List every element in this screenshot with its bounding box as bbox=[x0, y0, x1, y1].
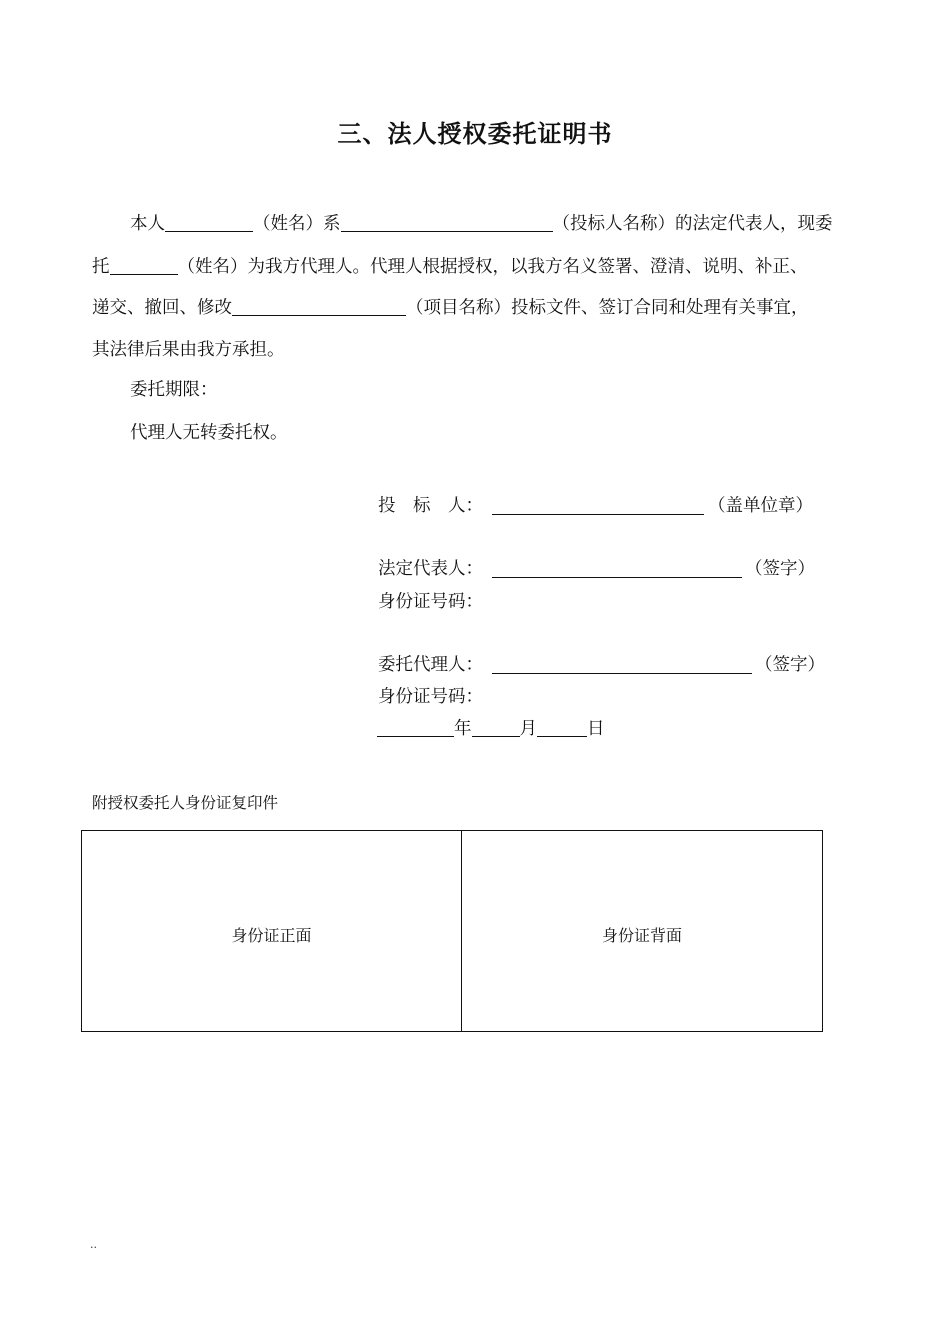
paragraph-line-4: 其法律后果由我方承担。 bbox=[92, 340, 285, 360]
legal-rep-id-label: 身份证号码： bbox=[378, 592, 483, 612]
attachment-caption: 附授权委托人身份证复印件 bbox=[92, 794, 279, 812]
date-line bbox=[377, 718, 605, 740]
day-blank[interactable] bbox=[537, 718, 587, 737]
paragraph-text: 托 bbox=[92, 257, 110, 277]
paragraph-text: （项目名称）投标文件、签订合同和处理有关事宜， bbox=[406, 298, 809, 318]
bidder-label: 投 标 人： bbox=[378, 496, 483, 516]
month-blank[interactable] bbox=[472, 718, 520, 737]
paragraph-text: （姓名）系 bbox=[253, 214, 341, 234]
principal-name-blank[interactable] bbox=[165, 213, 253, 232]
day-label: 日 bbox=[587, 719, 605, 739]
agent-label: 委托代理人： bbox=[378, 655, 483, 675]
project-name-blank[interactable] bbox=[232, 297, 406, 316]
agent-sign-note: （签字） bbox=[755, 655, 825, 675]
id-card-copy-table bbox=[81, 830, 823, 1032]
agent-signature-line[interactable] bbox=[492, 673, 752, 674]
paragraph-line-3 bbox=[92, 297, 809, 319]
bidder-seal-note: （盖单位章） bbox=[708, 496, 813, 516]
bidder-signature-line[interactable] bbox=[492, 514, 704, 515]
year-label: 年 bbox=[454, 719, 472, 739]
bidder-name-blank[interactable] bbox=[341, 213, 553, 232]
paragraph-text: （投标人名称）的法定代表人，现委 bbox=[552, 214, 833, 234]
term-label: 委托期限： bbox=[130, 380, 218, 400]
legal-rep-label: 法定代表人： bbox=[378, 559, 483, 579]
agent-id-label: 身份证号码： bbox=[378, 687, 483, 707]
paragraph-text: （姓名）为我方代理人。代理人根据授权，以我方名义签署、澄清、说明、补正、 bbox=[177, 257, 808, 277]
footer-mark: .. bbox=[90, 1238, 97, 1251]
paragraph-text: 本人 bbox=[130, 214, 165, 234]
agent-name-blank[interactable] bbox=[110, 256, 178, 275]
id-front-cell: 身份证正面 bbox=[231, 926, 312, 945]
paragraph-line-2 bbox=[92, 256, 808, 278]
legal-rep-sign-note: （签字） bbox=[745, 559, 815, 579]
id-back-cell: 身份证背面 bbox=[601, 926, 682, 945]
paragraph-text: 递交、撤回、修改 bbox=[92, 298, 232, 318]
month-label: 月 bbox=[519, 719, 537, 739]
legal-rep-signature-line[interactable] bbox=[492, 577, 742, 578]
paragraph-line-1 bbox=[130, 213, 833, 235]
document-title: 三、法人授权委托证明书 bbox=[337, 120, 613, 148]
year-blank[interactable] bbox=[377, 718, 454, 737]
no-transfer-statement: 代理人无转委托权。 bbox=[130, 423, 288, 443]
